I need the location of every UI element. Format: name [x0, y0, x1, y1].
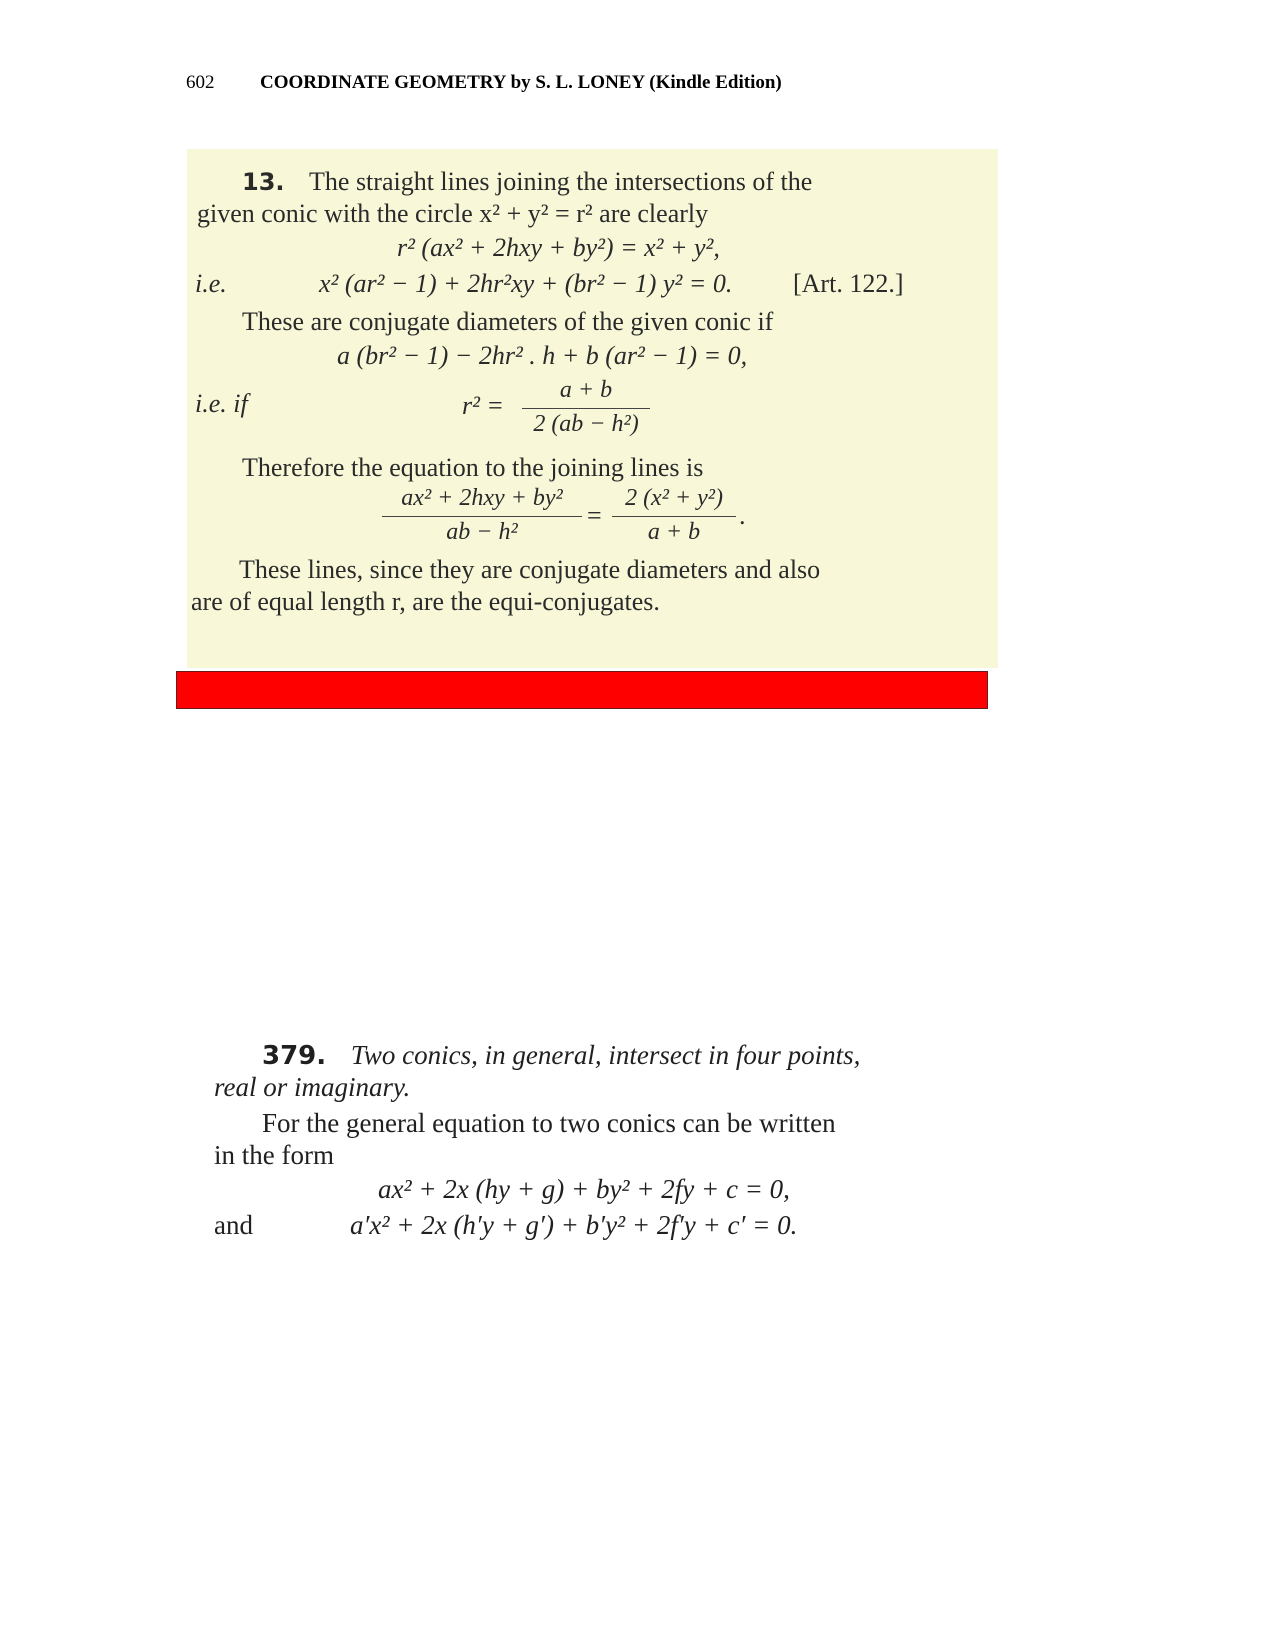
sol13-ie-if: i.e. if — [195, 389, 248, 418]
sol13-equation-1: r² (ax² + 2hxy + by²) = x² + y², — [397, 233, 720, 262]
sol13-line-2: given conic with the circle x² + y² = r² are clearly — [197, 199, 709, 228]
sol13-r-squared: r² = — [462, 391, 504, 420]
sol13-equation-3: a (br² − 1) − 2hr² . h + b (ar² − 1) = 0, — [337, 341, 748, 370]
sol13-fraction-1: $\frac{a + b}{\text{2 (ab − h²)}}$ — [522, 377, 650, 438]
sol13-equation-2: x² (ar² − 1) + 2hr²xy + (br² − 1) y² = 0. — [319, 269, 733, 298]
sol13-line-1 — [242, 167, 812, 197]
sol13-line-6: are of equal length r, are the equi-conjugates. — [191, 587, 660, 616]
section-number: 379. — [262, 1041, 327, 1071]
sol13-line-5: These lines, since they are conjugate diameters and also — [239, 555, 821, 584]
sol13-line-4: Therefore the equation to the joining lines is — [242, 453, 704, 482]
sec379-line-1 — [262, 1040, 860, 1071]
page-number: 602 — [186, 72, 215, 93]
sol13-fraction-3: $\frac{\text{2 (x² + y²)}}{a + b}$ — [612, 485, 736, 546]
sol13-equals: = — [587, 501, 602, 530]
running-header — [186, 72, 782, 94]
sec379-equation-2: a′x² + 2x (h′y + g′) + b′y² + 2f′y + c′ = 0. — [350, 1210, 798, 1240]
sol13-text-1: The straight lines joining the intersections of the — [309, 167, 813, 196]
problem-number: 13. — [242, 168, 285, 196]
sec379-theorem: Two conics, in general, intersect in four points, — [350, 1040, 861, 1070]
sol13-line-3: These are conjugate diameters of the given conic if — [242, 307, 774, 336]
sol13-fraction-2: ax² + 2hxy + by² ab − h² — [382, 485, 582, 546]
sec379-line-3: For the general equation to two conics can be written — [262, 1108, 836, 1138]
sol13-ie-1: i.e. — [195, 269, 227, 298]
sec379-line-2: real or imaginary. — [214, 1072, 411, 1102]
article-reference: [Art. 122.] — [793, 269, 904, 298]
header-title: COORDINATE GEOMETRY by S. L. LONEY (Kindle Edition) — [260, 72, 782, 93]
sec379-equation-1: ax² + 2x (hy + g) + by² + 2fy + c = 0, — [378, 1174, 790, 1204]
sec379-line-4: in the form — [214, 1140, 334, 1170]
sol13-period: . — [739, 501, 746, 530]
scanned-solution-13 — [187, 149, 998, 668]
redaction-bar — [176, 671, 988, 709]
sec379-and: and — [214, 1210, 253, 1240]
